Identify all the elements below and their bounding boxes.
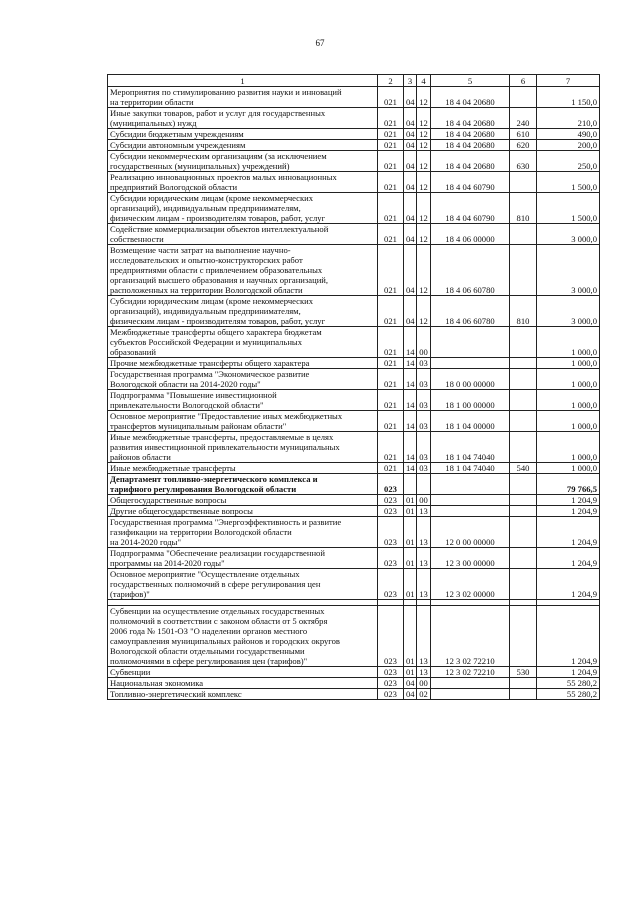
row-name: Субсидии юридическим лицам (кроме некоммерческих организаций), индивидуальным предпринимателям, физическим лицам - производителям товаров, работ, услуг bbox=[108, 193, 378, 224]
row-expense-type-code: 810 bbox=[510, 296, 537, 327]
row-expense-type-code bbox=[510, 224, 537, 245]
row-section-code: 01 bbox=[404, 606, 417, 667]
row-target-article-code: 18 4 04 20680 bbox=[431, 87, 510, 108]
col-header: 1 bbox=[108, 75, 378, 87]
row-admin-code: 021 bbox=[378, 463, 404, 474]
row-expense-type-code bbox=[510, 390, 537, 411]
row-name: Подпрограмма "Повышение инвестиционной привлекательности Вологодской области" bbox=[108, 390, 378, 411]
row-amount: 1 000,0 bbox=[537, 432, 600, 463]
row-amount: 1 000,0 bbox=[537, 463, 600, 474]
col-header: 6 bbox=[510, 75, 537, 87]
row-amount: 200,0 bbox=[537, 140, 600, 151]
row-section-code: 04 bbox=[404, 689, 417, 700]
row-subsection-code: 13 bbox=[417, 506, 431, 517]
row-subsection-code: 13 bbox=[417, 569, 431, 600]
table-row bbox=[108, 224, 600, 245]
row-name: Субвенции на осуществление отдельных государственных полномочий в соответствии с законом области от 5 октября 2006 года № 1501-ОЗ "О наделении органов местного самоуправления муниципальных районов и городских округов Вологодской области отдельными государственными полномочиями в сфере регулирования цен (тарифов)" bbox=[108, 606, 378, 667]
row-target-article-code bbox=[431, 689, 510, 700]
row-section-code: 04 bbox=[404, 108, 417, 129]
table-row bbox=[108, 172, 600, 193]
row-expense-type-code: 630 bbox=[510, 151, 537, 172]
row-section-code: 14 bbox=[404, 369, 417, 390]
row-subsection-code: 03 bbox=[417, 358, 431, 369]
row-expense-type-code bbox=[510, 517, 537, 548]
row-target-article-code: 18 1 00 00000 bbox=[431, 390, 510, 411]
row-subsection-code: 00 bbox=[417, 327, 431, 358]
row-expense-type-code: 240 bbox=[510, 108, 537, 129]
row-expense-type-code bbox=[510, 474, 537, 495]
row-section-code bbox=[404, 474, 417, 495]
table-row bbox=[108, 296, 600, 327]
table-row bbox=[108, 606, 600, 667]
row-amount: 3 000,0 bbox=[537, 245, 600, 296]
row-expense-type-code bbox=[510, 606, 537, 667]
row-section-code: 04 bbox=[404, 87, 417, 108]
row-section-code: 04 bbox=[404, 678, 417, 689]
row-name: Топливно-энергетический комплекс bbox=[108, 689, 378, 700]
row-target-article-code: 12 3 02 72210 bbox=[431, 606, 510, 667]
row-target-article-code: 18 4 04 60790 bbox=[431, 172, 510, 193]
row-expense-type-code bbox=[510, 87, 537, 108]
row-amount: 1 204,9 bbox=[537, 667, 600, 678]
row-section-code: 01 bbox=[404, 667, 417, 678]
row-subsection-code: 13 bbox=[417, 548, 431, 569]
row-expense-type-code bbox=[510, 569, 537, 600]
row-subsection-code: 12 bbox=[417, 140, 431, 151]
table-row bbox=[108, 411, 600, 432]
row-subsection-code: 02 bbox=[417, 689, 431, 700]
row-admin-code: 021 bbox=[378, 140, 404, 151]
row-subsection-code: 12 bbox=[417, 129, 431, 140]
row-name: Подпрограмма "Обеспечение реализации государственной программы на 2014-2020 годы" bbox=[108, 548, 378, 569]
col-header: 3 bbox=[404, 75, 417, 87]
table-row bbox=[108, 87, 600, 108]
row-admin-code: 021 bbox=[378, 129, 404, 140]
row-subsection-code: 12 bbox=[417, 224, 431, 245]
row-section-code: 14 bbox=[404, 463, 417, 474]
row-admin-code: 023 bbox=[378, 506, 404, 517]
row-admin-code: 023 bbox=[378, 569, 404, 600]
row-name: Департамент топливно-энергетического комплекса и тарифного регулирования Вологодской области bbox=[108, 474, 378, 495]
row-target-article-code: 12 0 00 00000 bbox=[431, 517, 510, 548]
row-amount: 1 204,9 bbox=[537, 517, 600, 548]
row-subsection-code: 03 bbox=[417, 411, 431, 432]
row-admin-code: 021 bbox=[378, 327, 404, 358]
row-subsection-code: 13 bbox=[417, 667, 431, 678]
row-section-code: 04 bbox=[404, 296, 417, 327]
table-row bbox=[108, 369, 600, 390]
row-name: Национальная экономика bbox=[108, 678, 378, 689]
row-section-code: 04 bbox=[404, 193, 417, 224]
row-admin-code: 023 bbox=[378, 667, 404, 678]
row-name: Мероприятия по стимулированию развития науки и инноваций на территории области bbox=[108, 87, 378, 108]
row-subsection-code: 00 bbox=[417, 678, 431, 689]
row-section-code: 14 bbox=[404, 432, 417, 463]
row-subsection-code bbox=[417, 474, 431, 495]
row-name: Прочие межбюджетные трансферты общего характера bbox=[108, 358, 378, 369]
row-amount: 210,0 bbox=[537, 108, 600, 129]
row-admin-code: 021 bbox=[378, 390, 404, 411]
row-admin-code: 021 bbox=[378, 411, 404, 432]
row-amount: 1 000,0 bbox=[537, 390, 600, 411]
row-name: Реализацию инновационных проектов малых инновационных предприятий Вологодской области bbox=[108, 172, 378, 193]
row-amount: 1 000,0 bbox=[537, 358, 600, 369]
row-admin-code: 021 bbox=[378, 432, 404, 463]
table-row bbox=[108, 151, 600, 172]
row-amount: 1 500,0 bbox=[537, 193, 600, 224]
row-target-article-code: 18 4 04 60790 bbox=[431, 193, 510, 224]
row-target-article-code bbox=[431, 327, 510, 358]
table-row bbox=[108, 108, 600, 129]
row-admin-code: 021 bbox=[378, 369, 404, 390]
row-target-article-code: 18 4 04 20680 bbox=[431, 108, 510, 129]
row-subsection-code: 12 bbox=[417, 245, 431, 296]
row-target-article-code bbox=[431, 474, 510, 495]
table-row bbox=[108, 390, 600, 411]
table-row bbox=[108, 506, 600, 517]
row-target-article-code: 18 1 04 74040 bbox=[431, 463, 510, 474]
col-header: 2 bbox=[378, 75, 404, 87]
row-expense-type-code bbox=[510, 506, 537, 517]
row-amount: 1 000,0 bbox=[537, 369, 600, 390]
row-section-code: 01 bbox=[404, 495, 417, 506]
table-row bbox=[108, 245, 600, 296]
row-name: Субсидии некоммерческим организациям (за исключением государственных (муниципальных) учреждений) bbox=[108, 151, 378, 172]
row-amount: 3 000,0 bbox=[537, 224, 600, 245]
table-row bbox=[108, 463, 600, 474]
row-section-code: 14 bbox=[404, 327, 417, 358]
row-admin-code: 021 bbox=[378, 108, 404, 129]
table-row bbox=[108, 129, 600, 140]
row-expense-type-code bbox=[510, 678, 537, 689]
row-target-article-code: 18 4 06 60780 bbox=[431, 296, 510, 327]
row-section-code: 04 bbox=[404, 151, 417, 172]
table-row bbox=[108, 495, 600, 506]
row-admin-code: 023 bbox=[378, 678, 404, 689]
col-header: 7 bbox=[537, 75, 600, 87]
row-expense-type-code: 610 bbox=[510, 129, 537, 140]
row-target-article-code bbox=[431, 506, 510, 517]
row-name: Государственная программа "Экономическое развитие Вологодской области на 2014-2020 годы" bbox=[108, 369, 378, 390]
row-target-article-code: 18 4 04 20680 bbox=[431, 140, 510, 151]
row-name: Субвенции bbox=[108, 667, 378, 678]
row-name: Иные закупки товаров, работ и услуг для государственных (муниципальных) нужд bbox=[108, 108, 378, 129]
row-amount: 1 204,9 bbox=[537, 606, 600, 667]
row-expense-type-code bbox=[510, 432, 537, 463]
row-expense-type-code: 620 bbox=[510, 140, 537, 151]
row-subsection-code: 13 bbox=[417, 606, 431, 667]
row-admin-code: 023 bbox=[378, 548, 404, 569]
row-admin-code: 023 bbox=[378, 606, 404, 667]
row-name: Возмещение части затрат на выполнение научно- исследовательских и опытно-конструкторских работ предприятиями области с привлечением образовательных организаций высшего образования и научных организаций, расположенных на территории Вологодской области bbox=[108, 245, 378, 296]
table-row bbox=[108, 140, 600, 151]
row-name: Субсидии автономным учреждениям bbox=[108, 140, 378, 151]
row-expense-type-code bbox=[510, 245, 537, 296]
row-amount: 3 000,0 bbox=[537, 296, 600, 327]
table-row bbox=[108, 193, 600, 224]
row-section-code: 01 bbox=[404, 548, 417, 569]
row-expense-type-code bbox=[510, 358, 537, 369]
row-name: Иные межбюджетные трансферты bbox=[108, 463, 378, 474]
col-header: 4 bbox=[417, 75, 431, 87]
row-amount: 1 204,9 bbox=[537, 569, 600, 600]
row-target-article-code: 12 3 02 72210 bbox=[431, 667, 510, 678]
row-expense-type-code bbox=[510, 548, 537, 569]
table-row bbox=[108, 432, 600, 463]
row-name: Содействие коммерциализации объектов интеллектуальной собственности bbox=[108, 224, 378, 245]
row-target-article-code: 12 3 00 00000 bbox=[431, 548, 510, 569]
row-amount: 1 204,9 bbox=[537, 506, 600, 517]
row-target-article-code: 18 4 04 20680 bbox=[431, 151, 510, 172]
row-target-article-code: 18 0 00 00000 bbox=[431, 369, 510, 390]
row-target-article-code: 18 4 04 20680 bbox=[431, 129, 510, 140]
table-row bbox=[108, 678, 600, 689]
row-target-article-code: 12 3 02 00000 bbox=[431, 569, 510, 600]
row-expense-type-code bbox=[510, 495, 537, 506]
row-admin-code: 021 bbox=[378, 193, 404, 224]
row-target-article-code bbox=[431, 358, 510, 369]
row-admin-code: 021 bbox=[378, 245, 404, 296]
row-admin-code: 021 bbox=[378, 172, 404, 193]
row-expense-type-code bbox=[510, 327, 537, 358]
row-subsection-code: 03 bbox=[417, 432, 431, 463]
row-target-article-code: 18 4 06 60780 bbox=[431, 245, 510, 296]
header-row bbox=[108, 75, 600, 87]
row-name: Основное мероприятие "Предоставление иных межбюджетных трансфертов муниципальным районам области" bbox=[108, 411, 378, 432]
row-amount: 1 000,0 bbox=[537, 327, 600, 358]
budget-table bbox=[107, 74, 600, 700]
row-admin-code: 021 bbox=[378, 224, 404, 245]
row-subsection-code: 00 bbox=[417, 495, 431, 506]
row-section-code: 04 bbox=[404, 140, 417, 151]
table-row bbox=[108, 517, 600, 548]
row-admin-code: 023 bbox=[378, 495, 404, 506]
table-row bbox=[108, 358, 600, 369]
row-name: Другие общегосударственные вопросы bbox=[108, 506, 378, 517]
row-section-code: 04 bbox=[404, 172, 417, 193]
row-section-code: 04 bbox=[404, 129, 417, 140]
row-expense-type-code: 810 bbox=[510, 193, 537, 224]
row-expense-type-code bbox=[510, 172, 537, 193]
row-admin-code: 021 bbox=[378, 151, 404, 172]
row-admin-code: 021 bbox=[378, 358, 404, 369]
col-header: 5 bbox=[431, 75, 510, 87]
row-name: Субсидии бюджетным учреждениям bbox=[108, 129, 378, 140]
table-row bbox=[108, 569, 600, 600]
row-subsection-code: 03 bbox=[417, 463, 431, 474]
row-target-article-code bbox=[431, 495, 510, 506]
table-row bbox=[108, 689, 600, 700]
row-amount: 55 280,2 bbox=[537, 689, 600, 700]
row-subsection-code: 12 bbox=[417, 193, 431, 224]
row-amount: 1 150,0 bbox=[537, 87, 600, 108]
row-amount: 1 000,0 bbox=[537, 411, 600, 432]
row-subsection-code: 12 bbox=[417, 87, 431, 108]
row-subsection-code: 03 bbox=[417, 390, 431, 411]
row-amount: 1 204,9 bbox=[537, 495, 600, 506]
row-subsection-code: 12 bbox=[417, 151, 431, 172]
row-amount: 490,0 bbox=[537, 129, 600, 140]
row-amount: 79 766,5 bbox=[537, 474, 600, 495]
row-name: Межбюджетные трансферты общего характера бюджетам субъектов Российской Федерации и муниципальных образований bbox=[108, 327, 378, 358]
row-target-article-code: 18 1 04 74040 bbox=[431, 432, 510, 463]
row-section-code: 01 bbox=[404, 506, 417, 517]
row-target-article-code: 18 1 04 00000 bbox=[431, 411, 510, 432]
row-amount: 1 204,9 bbox=[537, 548, 600, 569]
row-amount: 1 500,0 bbox=[537, 172, 600, 193]
row-subsection-code: 12 bbox=[417, 172, 431, 193]
row-name: Субсидии юридическим лицам (кроме некоммерческих организаций), индивидуальным предпринимателям, физическим лицам - производителям товаров, работ, услуг bbox=[108, 296, 378, 327]
row-admin-code: 021 bbox=[378, 296, 404, 327]
row-subsection-code: 12 bbox=[417, 108, 431, 129]
page-number: 67 bbox=[315, 38, 325, 48]
row-name: Общегосударственные вопросы bbox=[108, 495, 378, 506]
row-section-code: 01 bbox=[404, 517, 417, 548]
row-expense-type-code: 530 bbox=[510, 667, 537, 678]
row-section-code: 14 bbox=[404, 411, 417, 432]
row-amount: 55 280,2 bbox=[537, 678, 600, 689]
row-expense-type-code bbox=[510, 411, 537, 432]
row-expense-type-code bbox=[510, 689, 537, 700]
row-admin-code: 023 bbox=[378, 689, 404, 700]
row-name: Основное мероприятие "Осуществление отдельных государственных полномочий в сфере регулирования цен (тарифов)" bbox=[108, 569, 378, 600]
row-section-code: 14 bbox=[404, 358, 417, 369]
row-subsection-code: 13 bbox=[417, 517, 431, 548]
row-section-code: 04 bbox=[404, 245, 417, 296]
row-admin-code: 023 bbox=[378, 517, 404, 548]
table-row bbox=[108, 327, 600, 358]
row-section-code: 01 bbox=[404, 569, 417, 600]
row-target-article-code: 18 4 06 00000 bbox=[431, 224, 510, 245]
row-target-article-code bbox=[431, 678, 510, 689]
table-row bbox=[108, 548, 600, 569]
row-section-code: 14 bbox=[404, 390, 417, 411]
table-row bbox=[108, 667, 600, 678]
row-amount: 250,0 bbox=[537, 151, 600, 172]
row-section-code: 04 bbox=[404, 224, 417, 245]
row-admin-code: 023 bbox=[378, 474, 404, 495]
row-expense-type-code: 540 bbox=[510, 463, 537, 474]
table-row bbox=[108, 474, 600, 495]
row-name: Иные межбюджетные трансферты, предоставляемые в целях развития инвестиционной привлекательности муниципальных районов области bbox=[108, 432, 378, 463]
row-subsection-code: 03 bbox=[417, 369, 431, 390]
row-name: Государственная программа "Энергоэффективность и развитие газификации на территории Вологодской области на 2014-2020 годы" bbox=[108, 517, 378, 548]
row-admin-code: 021 bbox=[378, 87, 404, 108]
row-subsection-code: 12 bbox=[417, 296, 431, 327]
row-expense-type-code bbox=[510, 369, 537, 390]
